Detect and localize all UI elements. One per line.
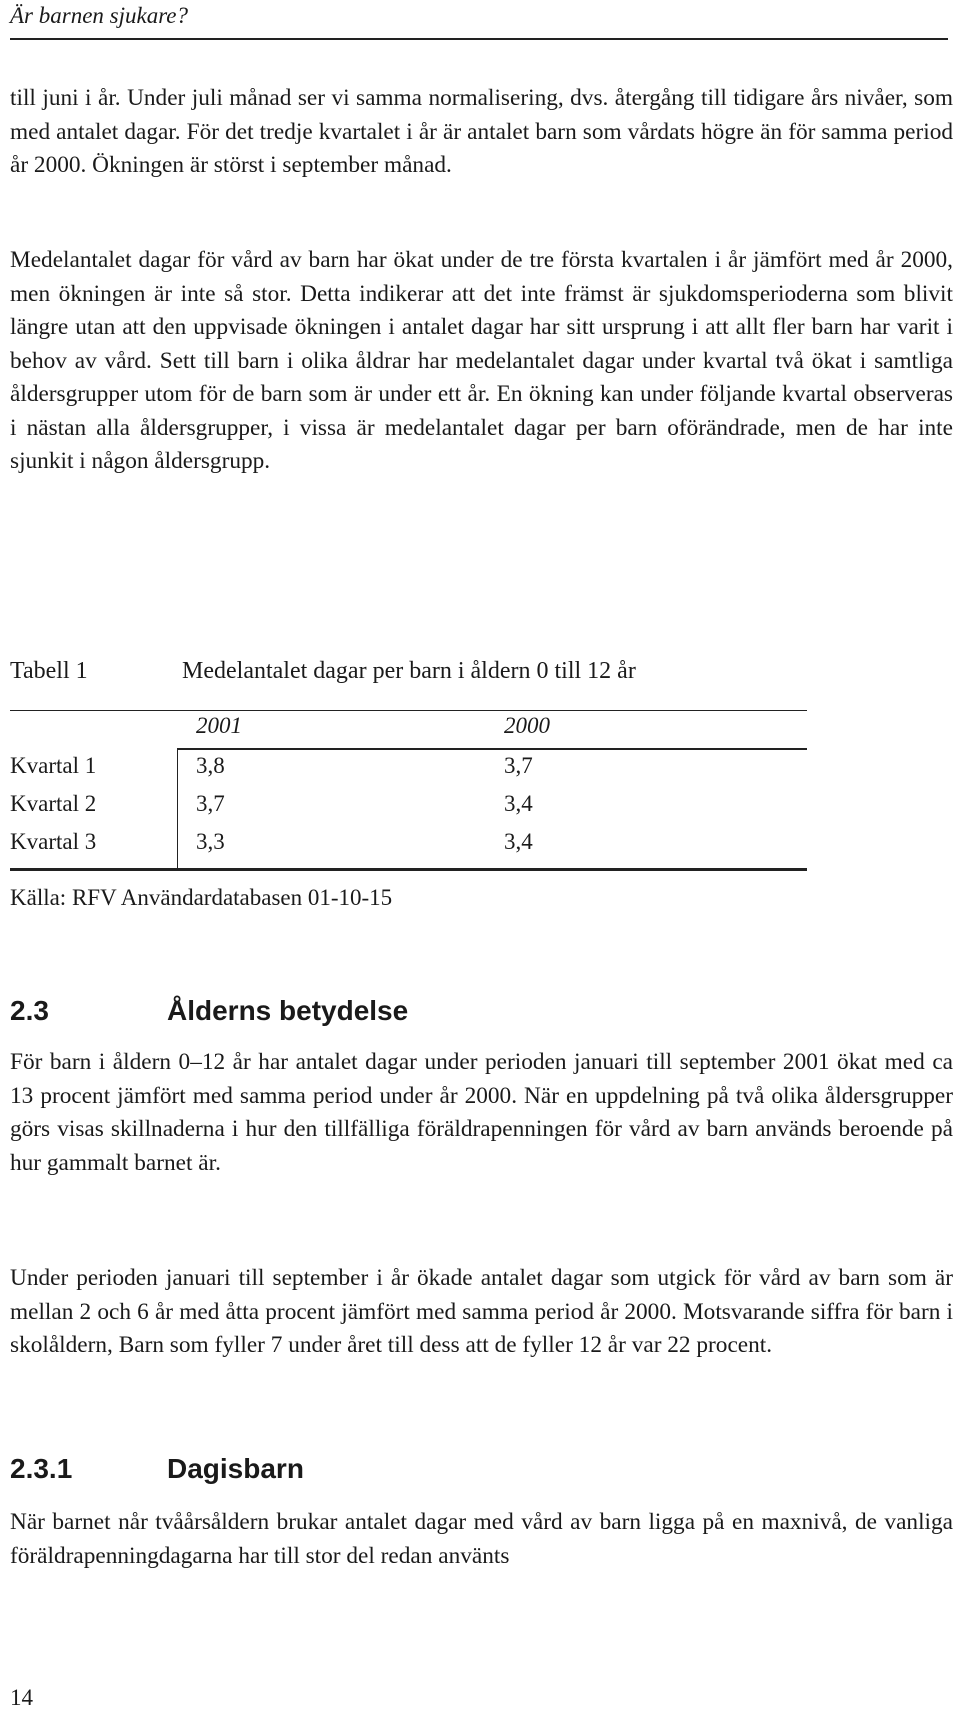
running-header [10,0,948,40]
section-number: 2.3 [10,995,49,1026]
table-number: Tabell 1 [10,658,88,684]
paragraph-3: För barn i åldern 0–12 år har antalet dagar under perioden januari till september 2001 ökat med ca 13 procent jämfört med samma period under år 2000. När en uppdelning på två olika åldersgrupper görs visas skillnaderna i hur den tillfälliga föräldrapenningen för vård av barn används beroende på hur gammalt barnet är. [10,1049,953,1176]
table-source: Källa: RFV Användardatabasen 01-10-15 [10,885,393,910]
table-cell: 3,3 [196,829,225,854]
paragraph-2: Medelantalet dagar för vård av barn har ökat under de tre första kvartalen i år jämfört med år 2000, men ökningen är inte så stor. Detta indikerar att det inte främst är sjukdomsperioderna som blivit längre utan att den uppvisade ökningen i antalet dagar har sitt ursprung i att allt fler barn har varit i behov av vård. Sett till barn i olika åldrar har medelantalet dagar under kvartal två ökat i samtliga åldersgrupper utom för de barn som är under ett år. En ökning kan under följande kvartal observeras i nästan alla åldersgrupper, i vissa är medelantalet dagar per barn oförändrade, men de har inte sjunkit i någon åldersgrupp. [10,247,953,474]
table-bottom-rule [10,868,807,871]
paragraph-1: till juni i år. Under juli månad ser vi samma normalisering, dvs. återgång till tidigare års nivåer, som med antalet dagar. För det tredje kvartalet i år är antalet barn som vårdats högre än för samma period år 2000. Ökningen är störst i september månad. [10,85,953,178]
table-column-header: 2000 [504,713,550,738]
paragraph-4: Under perioden januari till september i år ökade antalet dagar som utgick för vård av barn som är mellan 2 och 6 år med åtta procent jämfört med samma period år 2000. Motsvarande siffra för barn i skolåldern, Barn som fyller 7 under året till dess att de fyller 12 år var 22 procent. [10,1265,953,1358]
subsection-heading [10,1452,304,1486]
table-top-rule [10,710,807,711]
section-title: Ålderns betydelse [167,995,409,1026]
subsection-title: Dagisbarn [167,1453,304,1484]
table-cell: 3,7 [196,791,225,816]
table-row-label: Kvartal 1 [10,753,97,778]
running-header-title: Är barnen sjukare? [10,3,189,28]
table-cell: 3,8 [196,753,225,778]
table-row-label: Kvartal 2 [10,791,97,816]
table-cell: 3,4 [504,829,533,854]
section-heading [10,994,408,1028]
table-title: Medelantalet dagar per barn i åldern 0 till 12 år [182,658,636,684]
table-vertical-rule [177,748,178,868]
paragraph-5: När barnet når tvåårsåldern brukar antalet dagar med vård av barn ligga på en maxnivå, de vanliga föräldrapenningdagarna har till stor del redan använts [10,1509,953,1569]
table-row-label: Kvartal 3 [10,829,97,854]
table-cell: 3,7 [504,753,533,778]
page-number: 14 [10,1685,33,1710]
table-cell: 3,4 [504,791,533,816]
table-header-rule [177,748,807,750]
table-column-header: 2001 [196,713,242,738]
subsection-number: 2.3.1 [10,1453,73,1484]
